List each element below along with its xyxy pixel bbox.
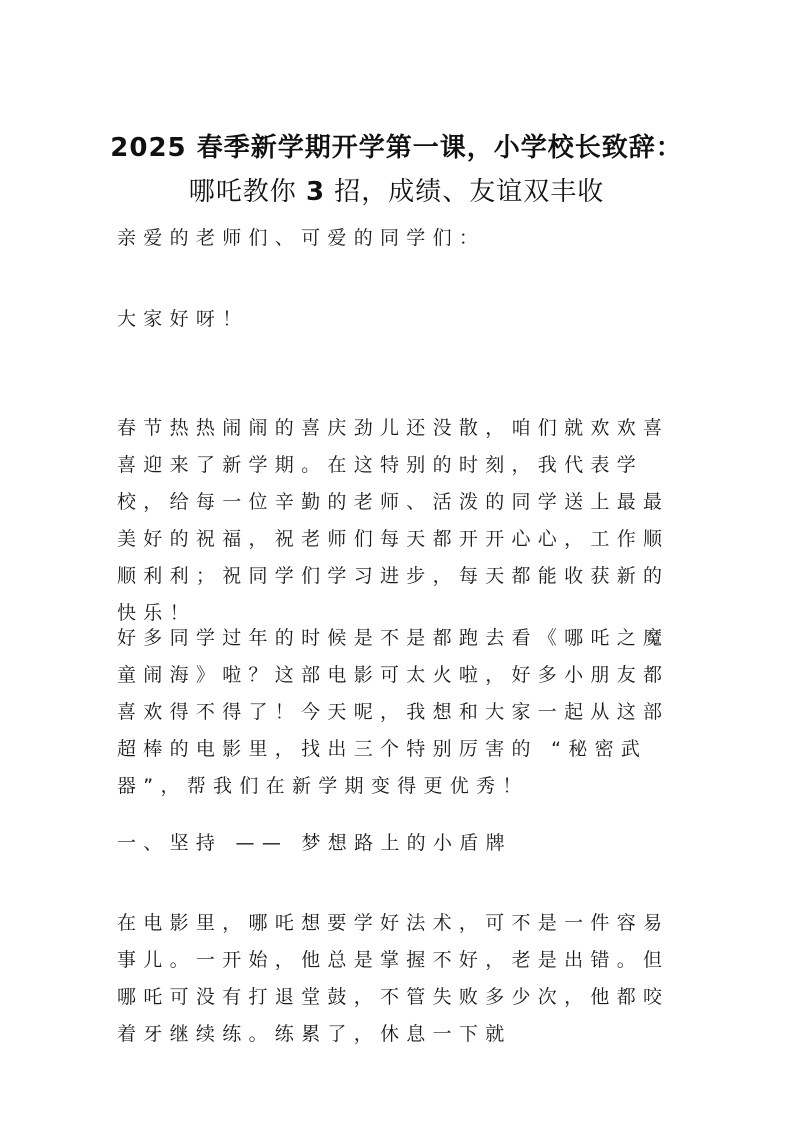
intro-paragraph xyxy=(117,410,683,632)
greeting-paragraph xyxy=(117,301,683,338)
salutation-paragraph xyxy=(117,220,683,257)
title-line-2-suffix: 招，成绩、友谊双丰收 xyxy=(325,177,605,207)
movie-intro-text: 好多同学过年的时候是不是都跑去看《哪吒之魔童闹海》啦？这部电影可太火啦，好多小朋友都喜欢得不得了！今天呢，我想和大家一起从这部超棒的电影里，找出三个特别厉害的 “秘密武器”，帮我们在新学期变得更优秀！ xyxy=(117,627,670,797)
document-title xyxy=(0,126,793,214)
title-line-2-number: 3 xyxy=(305,177,326,207)
section-1-body-paragraph xyxy=(117,905,683,1053)
section-1-body-text: 在电影里，哪吒想要学好法术，可不是一件容易事儿。一开始，他总是掌握不好，老是出错。但哪吒可没有打退堂鼓，不管失败多少次，他都咬着牙继续练。练累了，休息一下就 xyxy=(117,912,670,1045)
intro-text: 春节热热闹闹的喜庆劲儿还没散，咱们就欢欢喜喜迎来了新学期。在这特别的时刻，我代表学校，给每一位辛勤的老师、活泼的同学送上最最美好的祝福，祝老师们每天都开开心心，工作顺顺利利；祝同学们学习进步，每天都能收获新的快乐！ xyxy=(117,417,670,624)
title-line-2 xyxy=(0,170,793,214)
section-1-heading-text: 一、坚持 —— 梦想路上的小盾牌 xyxy=(117,832,512,854)
salutation-text: 亲爱的老师们、可爱的同学们： xyxy=(117,227,486,249)
section-1-heading xyxy=(117,825,683,862)
title-line-1: 2025 春季新学期开学第一课，小学校长致辞： xyxy=(110,133,683,163)
movie-intro-paragraph xyxy=(117,620,683,805)
title-line-2-prefix: 哪吒教你 xyxy=(188,177,306,207)
greeting-text: 大家好呀！ xyxy=(117,308,249,330)
